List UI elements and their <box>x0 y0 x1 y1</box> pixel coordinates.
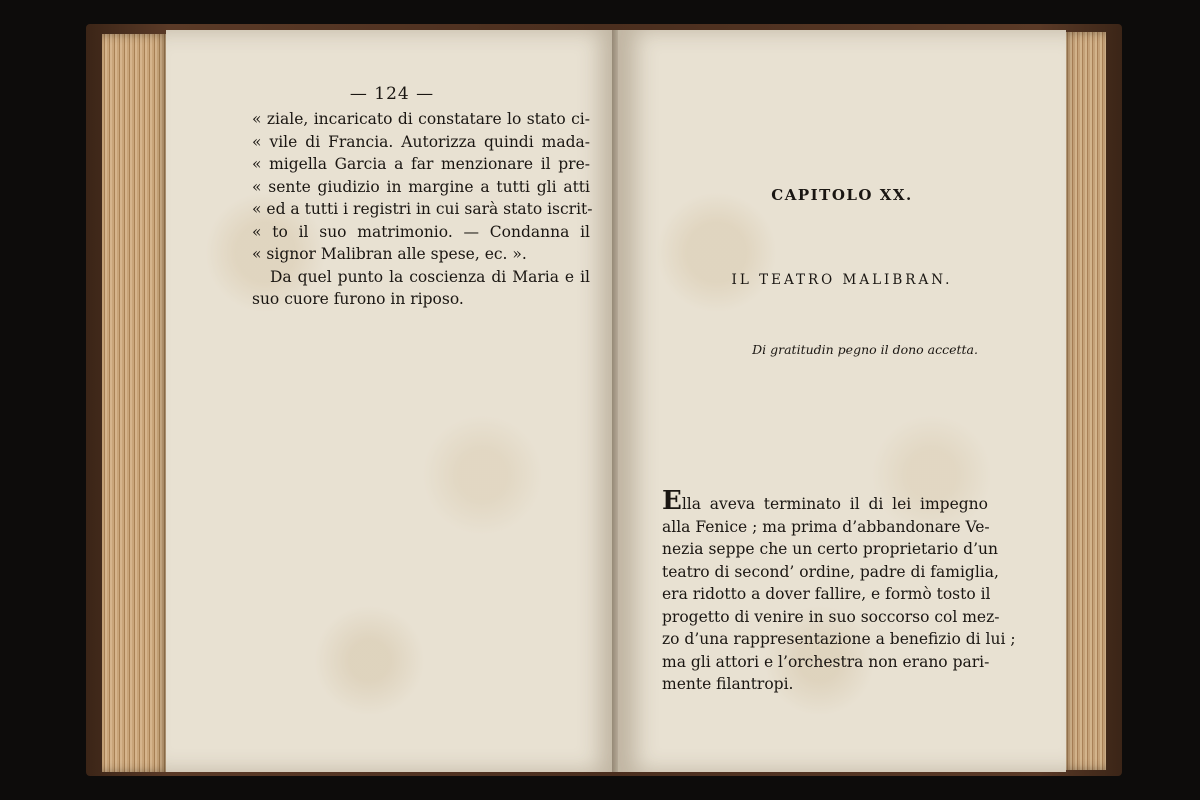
epigraph: Di gratitudin pegno il dono accetta. <box>752 342 978 357</box>
text-line: « ziale, incaricato di constatare lo stato ci- <box>252 110 590 128</box>
left-page <box>166 30 618 772</box>
text-line: « vile di Francia. Autorizza quindi mada- <box>252 132 590 151</box>
chapter-title: CAPITOLO XX. <box>771 186 913 204</box>
text-line-content: lla aveva terminato il di lei impegno <box>681 495 988 513</box>
right-page-edges <box>1060 32 1106 770</box>
left-page-edges <box>102 34 170 772</box>
text-line: Da quel punto la coscienza di Maria e il <box>270 267 590 286</box>
page-number: — 124 — <box>349 84 435 104</box>
text-line: ma gli attori e l’orchestra non erano pari- <box>662 652 990 671</box>
text-line: « sente giudizio in margine a tutti gli atti <box>252 177 590 196</box>
text-line <box>662 486 988 516</box>
text-line: progetto di venire in suo soccorso col mez- <box>662 607 1000 626</box>
right-page-text <box>662 486 1016 696</box>
text-line: « ed a tutti i registri in cui sarà stato iscrit- <box>252 200 593 218</box>
text-line: « to il suo matrimonio. — Condanna il <box>252 222 590 241</box>
chapter-subtitle: IL TEATRO MALIBRAN. <box>731 272 953 288</box>
text-line: era ridotto a dover fallire, e formò tosto il <box>662 585 991 603</box>
text-line: « signor Malibran alle spese, ec. ». <box>252 245 527 263</box>
text-line: nezia seppe che un certo proprietario d’un <box>662 540 998 558</box>
text-line: teatro di second’ ordine, padre di famiglia, <box>662 562 999 581</box>
right-page <box>618 30 1066 772</box>
text-line: suo cuore furono in riposo. <box>252 290 464 308</box>
text-line: zo d’una rappresentazione a benefizio di lui ; <box>662 630 1016 648</box>
text-line: alla Fenice ; ma prima d’abbandonare Ve- <box>662 517 990 536</box>
text-line: « migella Garcia a far menzionare il pre- <box>252 155 590 173</box>
text-line: mente filantropi. <box>662 675 794 693</box>
drop-cap: E <box>662 486 682 516</box>
left-page-text <box>252 108 593 311</box>
